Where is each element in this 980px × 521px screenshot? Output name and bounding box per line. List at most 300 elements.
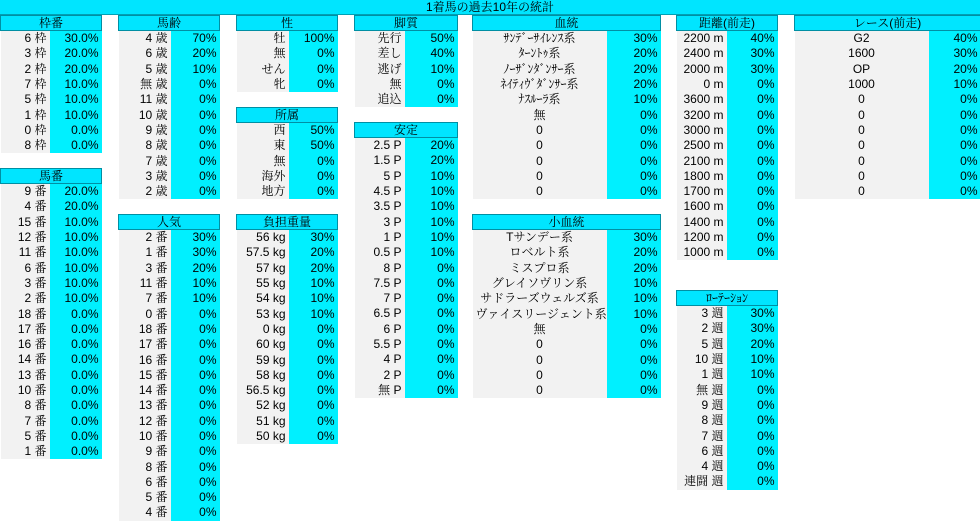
table-waku	[0, 15, 102, 153]
row-percent: 0%	[171, 138, 220, 153]
row-label: 7 番	[1, 413, 50, 428]
row-percent: 20%	[607, 77, 661, 92]
row-label: 1 番	[119, 245, 171, 260]
table-row	[677, 367, 778, 382]
row-percent: 0.0%	[50, 306, 102, 321]
row-percent: 0%	[929, 153, 980, 168]
table-row	[237, 337, 338, 352]
table-row	[119, 261, 220, 276]
row-label: 無	[355, 77, 405, 92]
row-label: ﾉｰｻﾞﾝﾀﾞﾝｻｰ系	[473, 62, 607, 77]
table-row	[1, 31, 102, 47]
row-percent: 0.0%	[50, 337, 102, 352]
row-percent: 10%	[607, 306, 661, 321]
row-percent: 10%	[929, 77, 980, 92]
row-percent: 40%	[929, 31, 980, 47]
row-label: 2 歳	[119, 184, 171, 199]
row-percent: 0.0%	[50, 398, 102, 413]
table-title: 小血統	[473, 215, 661, 230]
table-row	[119, 444, 220, 459]
row-label: ﾀｰﾝﾄｩ系	[473, 46, 607, 61]
row-percent: 20%	[289, 261, 338, 276]
table-row	[237, 169, 338, 184]
row-label: 無	[237, 154, 289, 169]
table-row	[237, 368, 338, 383]
row-label: 3 番	[1, 276, 50, 291]
table-row	[355, 367, 458, 382]
row-percent: 0%	[289, 154, 338, 169]
row-percent: 10%	[405, 245, 458, 260]
table-ketto	[472, 15, 661, 199]
row-label: 4 歳	[119, 31, 171, 47]
row-label: 0	[473, 368, 607, 383]
row-label: 57.5 kg	[237, 245, 289, 260]
table-row	[677, 474, 778, 489]
row-label: 6 P	[355, 322, 405, 337]
table-row	[1, 245, 102, 260]
row-percent: 10%	[405, 230, 458, 245]
row-percent: 0%	[289, 414, 338, 429]
row-label: サドラーズウェルズ系	[473, 291, 607, 306]
row-label: 3 枠	[1, 46, 50, 61]
row-label: 18 番	[1, 306, 50, 321]
row-percent: 20%	[607, 62, 661, 77]
table-row	[677, 31, 778, 47]
row-label: 0	[795, 169, 929, 184]
row-label: 4 番	[1, 199, 50, 214]
row-percent: 20%	[171, 261, 220, 276]
row-percent: 20.0%	[50, 62, 102, 77]
table-title: 脚質	[355, 16, 458, 31]
row-percent: 10.0%	[50, 77, 102, 92]
table-row	[473, 62, 661, 77]
table-row	[677, 459, 778, 474]
table-row	[119, 490, 220, 505]
table-title: 性	[237, 16, 338, 31]
row-percent: 20%	[405, 153, 458, 168]
row-label: 5.5 P	[355, 337, 405, 352]
row-label: 50 kg	[237, 429, 289, 444]
row-label: 6 番	[1, 260, 50, 275]
row-label: 10 番	[119, 429, 171, 444]
row-percent: 0%	[171, 505, 220, 520]
row-label: 17 番	[1, 322, 50, 337]
table-row	[677, 169, 778, 184]
row-label: 16 番	[1, 337, 50, 352]
row-percent: 30%	[929, 46, 980, 61]
table-title: 枠番	[1, 16, 102, 31]
row-label: 牝	[237, 77, 289, 92]
row-label: 6 歳	[119, 46, 171, 61]
row-label: 7 枠	[1, 77, 50, 92]
table-row	[1, 429, 102, 444]
table-row	[119, 398, 220, 413]
row-percent: 0%	[405, 291, 458, 306]
row-percent: 0%	[171, 306, 220, 321]
table-row	[1, 215, 102, 230]
row-label: 無 週	[677, 382, 727, 397]
row-percent: 10.0%	[50, 107, 102, 122]
table-row	[355, 383, 458, 398]
table-row	[237, 429, 338, 444]
row-label: 3000 m	[677, 123, 727, 138]
table-row	[355, 214, 458, 229]
row-percent: 0%	[171, 322, 220, 337]
table-row	[677, 306, 778, 322]
row-percent: 0.0%	[50, 123, 102, 138]
row-label: 53 kg	[237, 306, 289, 321]
table-row	[237, 383, 338, 398]
table-row	[1, 291, 102, 306]
table-row	[677, 62, 778, 77]
table-row	[677, 92, 778, 107]
table-row	[1, 276, 102, 291]
table-row	[237, 77, 338, 92]
row-label: 3 番	[119, 261, 171, 276]
row-percent: 0%	[289, 62, 338, 77]
row-label: 3.5 P	[355, 199, 405, 214]
row-label: 0	[473, 169, 607, 184]
row-label: 9 歳	[119, 123, 171, 138]
row-label: 58 kg	[237, 368, 289, 383]
row-label: 12 番	[1, 230, 50, 245]
table-row	[119, 123, 220, 138]
row-percent: 0%	[727, 230, 778, 245]
row-percent: 0%	[727, 123, 778, 138]
row-percent: 0%	[727, 77, 778, 92]
table-title: 血統	[473, 16, 661, 31]
row-label: ミスプロ系	[473, 261, 607, 276]
row-percent: 10%	[405, 169, 458, 184]
row-percent: 0%	[171, 383, 220, 398]
row-percent: 0%	[727, 398, 778, 413]
row-label: 先行	[355, 31, 405, 47]
row-label: 西	[237, 123, 289, 139]
row-percent: 30%	[171, 230, 220, 246]
table-kyakushitsu	[354, 15, 458, 107]
row-percent: 0%	[727, 428, 778, 443]
table-row	[119, 138, 220, 153]
table-barei	[118, 15, 220, 199]
row-label: 0	[795, 92, 929, 107]
row-label: 2400 m	[677, 46, 727, 61]
row-percent: 10%	[289, 291, 338, 306]
row-percent: 40%	[727, 31, 778, 47]
row-percent: 30%	[171, 245, 220, 260]
row-label: 55 kg	[237, 276, 289, 291]
row-percent: 0%	[607, 368, 661, 383]
table-row	[1, 444, 102, 459]
row-percent: 0%	[727, 413, 778, 428]
row-percent: 0%	[289, 429, 338, 444]
table-title: ﾛｰﾃｰｼｮﾝ	[677, 291, 778, 306]
row-percent: 0%	[929, 92, 980, 107]
row-percent: 0%	[171, 169, 220, 184]
row-label: 追込	[355, 92, 405, 107]
table-row	[1, 337, 102, 352]
row-label: 15 番	[1, 215, 50, 230]
table-row	[795, 31, 980, 47]
table-row	[119, 169, 220, 184]
row-label: 5 枠	[1, 92, 50, 107]
row-label: ヴァイスリージェント系	[473, 306, 607, 321]
row-percent: 0%	[289, 368, 338, 383]
row-percent: 0%	[607, 169, 661, 184]
row-label: 6.5 P	[355, 306, 405, 321]
row-label: 4.5 P	[355, 184, 405, 199]
row-label: 1 枠	[1, 107, 50, 122]
row-percent: 0%	[289, 352, 338, 367]
row-percent: 0%	[289, 383, 338, 398]
row-percent: 0%	[727, 444, 778, 459]
table-row	[119, 107, 220, 122]
row-percent: 0%	[289, 184, 338, 199]
table-row	[795, 77, 980, 92]
row-percent: 20%	[727, 337, 778, 352]
table-row	[119, 505, 220, 520]
table-row	[677, 382, 778, 397]
table-row	[237, 62, 338, 77]
table-row	[119, 230, 220, 246]
row-percent: 10%	[405, 184, 458, 199]
table-row	[1, 368, 102, 383]
table-row	[1, 383, 102, 398]
row-percent: 0%	[929, 123, 980, 138]
row-percent: 0.0%	[50, 413, 102, 428]
row-label: 51 kg	[237, 414, 289, 429]
row-percent: 0%	[607, 123, 661, 138]
row-label: 1200 m	[677, 230, 727, 245]
table-title: 馬齢	[119, 16, 220, 31]
row-label: 1600 m	[677, 199, 727, 214]
table-row	[355, 322, 458, 337]
table-title: レース(前走)	[795, 16, 980, 31]
row-percent: 0%	[171, 77, 220, 92]
table-row	[237, 230, 338, 246]
row-percent: 30%	[727, 321, 778, 336]
table-row	[473, 169, 661, 184]
row-label: 60 kg	[237, 337, 289, 352]
row-label: 8 番	[119, 459, 171, 474]
row-percent: 0%	[171, 475, 220, 490]
table-row	[1, 138, 102, 153]
row-percent: 20%	[607, 261, 661, 276]
table-rotation	[676, 290, 778, 490]
table-row	[473, 153, 661, 168]
table-sei	[236, 15, 338, 92]
row-percent: 0%	[727, 382, 778, 397]
table-row	[677, 46, 778, 61]
row-percent: 20%	[171, 46, 220, 61]
table-row	[473, 230, 661, 246]
row-label: 逃げ	[355, 62, 405, 77]
table-row	[677, 352, 778, 367]
table-row	[677, 245, 778, 260]
row-label: 57 kg	[237, 261, 289, 276]
row-label: 1.5 P	[355, 153, 405, 168]
row-percent: 10%	[405, 214, 458, 229]
row-percent: 30%	[607, 230, 661, 246]
row-label: 2.5 P	[355, 138, 405, 154]
table-row	[473, 92, 661, 107]
row-percent: 0%	[405, 276, 458, 291]
row-percent: 10%	[289, 306, 338, 321]
table-row	[473, 368, 661, 383]
table-race	[794, 15, 980, 199]
row-percent: 20%	[289, 245, 338, 260]
row-label: 7.5 P	[355, 276, 405, 291]
table-title: 人気	[119, 215, 220, 230]
row-percent: 0.0%	[50, 383, 102, 398]
row-label: 1 P	[355, 230, 405, 245]
row-label: 連闘 週	[677, 474, 727, 489]
row-label: 0	[473, 352, 607, 367]
row-percent: 0%	[929, 138, 980, 153]
table-futan	[236, 214, 338, 444]
table-row	[355, 199, 458, 214]
table-row	[677, 413, 778, 428]
table-row	[473, 352, 661, 367]
row-percent: 0.0%	[50, 444, 102, 459]
row-percent: 0%	[727, 107, 778, 122]
row-label: 2 週	[677, 321, 727, 336]
table-title: 負担重量	[237, 215, 338, 230]
row-label: 5 番	[1, 429, 50, 444]
table-row	[237, 276, 338, 291]
row-label: せん	[237, 62, 289, 77]
table-row	[119, 92, 220, 107]
row-percent: 0%	[607, 322, 661, 337]
table-row	[1, 46, 102, 61]
table-row	[119, 245, 220, 260]
table-row	[795, 184, 980, 199]
table-row	[1, 230, 102, 245]
row-label: 10 番	[1, 383, 50, 398]
row-percent: 0%	[171, 123, 220, 138]
table-row	[119, 368, 220, 383]
row-label: 海外	[237, 169, 289, 184]
row-percent: 30%	[727, 306, 778, 322]
table-row	[237, 414, 338, 429]
row-label: 56.5 kg	[237, 383, 289, 398]
row-label: 2 P	[355, 367, 405, 382]
row-percent: 0%	[171, 398, 220, 413]
row-percent: 10%	[727, 367, 778, 382]
row-percent: 40%	[405, 46, 458, 61]
table-row	[1, 413, 102, 428]
row-label: 4 P	[355, 352, 405, 367]
row-percent: 20%	[607, 245, 661, 260]
table-row	[473, 46, 661, 61]
row-label: 2 枠	[1, 62, 50, 77]
row-label: 8 番	[1, 398, 50, 413]
row-percent: 10%	[171, 62, 220, 77]
table-row	[795, 92, 980, 107]
table-ninki	[118, 214, 220, 521]
row-percent: 10.0%	[50, 260, 102, 275]
table-row	[355, 92, 458, 107]
row-percent: 0%	[289, 322, 338, 337]
table-kyori	[676, 15, 778, 260]
table-row	[677, 428, 778, 443]
table-row	[119, 291, 220, 306]
table-row	[119, 276, 220, 291]
table-row	[677, 230, 778, 245]
row-label: 0	[795, 107, 929, 122]
row-percent: 0%	[727, 215, 778, 230]
row-percent: 10%	[171, 276, 220, 291]
table-row	[473, 123, 661, 138]
table-row	[237, 306, 338, 321]
row-label: 0	[473, 184, 607, 199]
row-percent: 0%	[171, 444, 220, 459]
table-row	[355, 230, 458, 245]
row-label: 56 kg	[237, 230, 289, 246]
table-row	[119, 31, 220, 47]
row-label: 0	[795, 153, 929, 168]
table-row	[237, 261, 338, 276]
table-row	[1, 352, 102, 367]
row-percent: 0%	[405, 77, 458, 92]
table-row	[677, 138, 778, 153]
table-row	[795, 138, 980, 153]
row-label: 13 番	[119, 398, 171, 413]
row-percent: 10%	[405, 62, 458, 77]
table-row	[119, 414, 220, 429]
table-row	[677, 444, 778, 459]
row-label: 11 番	[119, 276, 171, 291]
table-row	[237, 184, 338, 199]
row-label: 59 kg	[237, 352, 289, 367]
row-percent: 0%	[405, 367, 458, 382]
table-row	[119, 322, 220, 337]
row-label: 1 週	[677, 367, 727, 382]
row-percent: 0%	[929, 184, 980, 199]
table-title: 距離(前走)	[677, 16, 778, 31]
table-row	[473, 383, 661, 398]
table-row	[119, 383, 220, 398]
row-percent: 20%	[405, 138, 458, 154]
row-label: 10 週	[677, 352, 727, 367]
row-percent: 20%	[607, 46, 661, 61]
row-percent: 10%	[289, 276, 338, 291]
row-label: 0 番	[119, 306, 171, 321]
row-label: 10 歳	[119, 107, 171, 122]
row-percent: 0.0%	[50, 352, 102, 367]
row-percent: 0.0%	[50, 429, 102, 444]
row-percent: 0%	[727, 474, 778, 489]
table-row	[119, 153, 220, 168]
table-row	[677, 153, 778, 168]
table-row	[1, 107, 102, 122]
row-label: 無	[237, 46, 289, 61]
row-label: 2 番	[119, 230, 171, 246]
row-percent: 0%	[727, 459, 778, 474]
row-percent: 50%	[289, 123, 338, 139]
table-row	[473, 245, 661, 260]
row-label: 7 歳	[119, 153, 171, 168]
row-percent: 0%	[929, 169, 980, 184]
row-label: 3200 m	[677, 107, 727, 122]
row-label: 8 P	[355, 260, 405, 275]
table-row	[473, 77, 661, 92]
row-percent: 0%	[171, 414, 220, 429]
row-label: 0	[473, 337, 607, 352]
page-title: 1着馬の過去10年の統計	[0, 0, 980, 15]
table-row	[119, 352, 220, 367]
row-percent: 0%	[727, 92, 778, 107]
row-label: ｻﾝﾃﾞｰｻｲﾚﾝｽ系	[473, 31, 607, 47]
